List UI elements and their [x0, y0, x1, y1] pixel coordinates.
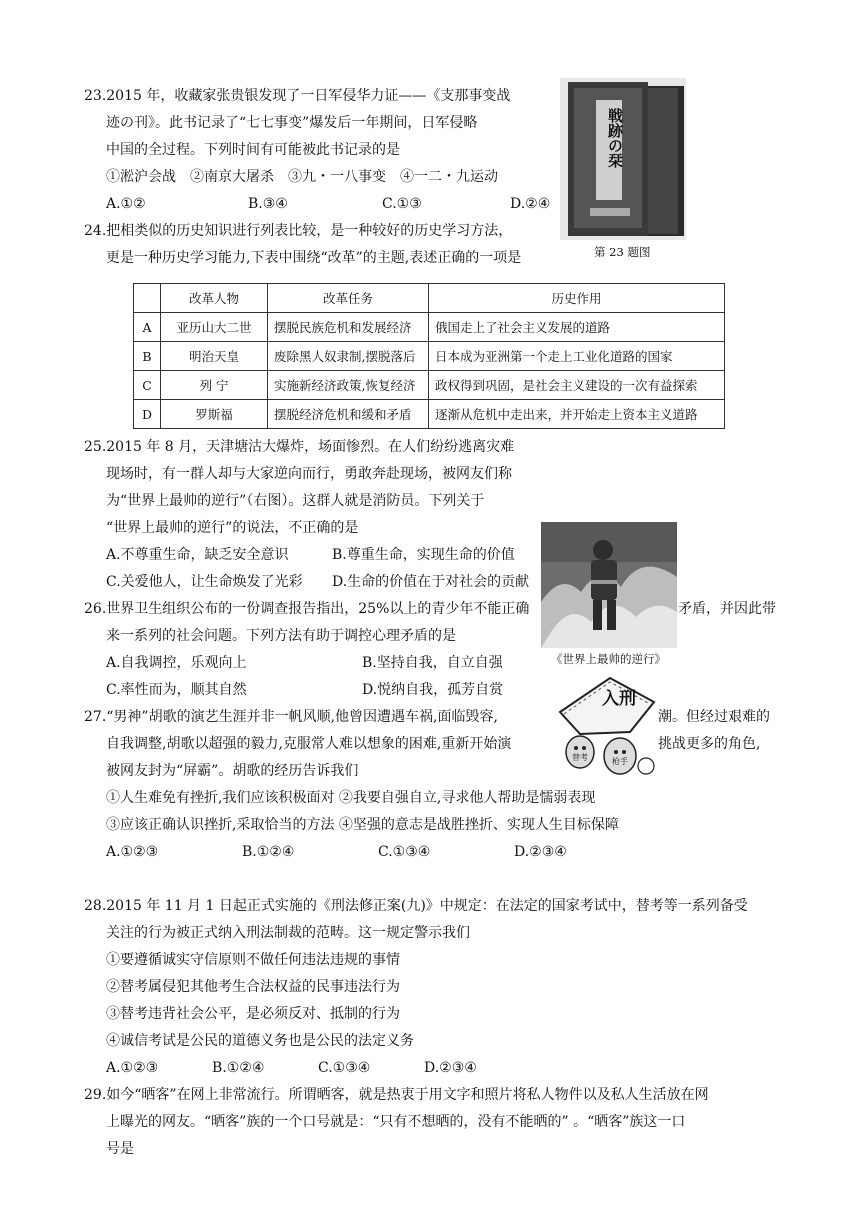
q25-line-2: 现场时，有一群人却与大家逆向而行，勇敢奔赴现场，被网友们称 [106, 466, 512, 482]
reform-table [133, 283, 725, 429]
q26-option-b: B.坚持自我，自立自强 [362, 655, 503, 671]
q23-option-a: A.①② [106, 196, 146, 212]
table-header-cell: 改革任务 [268, 284, 429, 313]
cartoon-tag: 替考 [572, 753, 588, 762]
q25-option-d: D.生命的价值在于对社会的贡献 [332, 574, 530, 590]
table-cell: D [134, 400, 161, 429]
q26-option-c: C.率性而为，顺其自然 [106, 682, 247, 698]
q27-line-3: 被网友封为“屏霸”。胡歌的经历告诉我们 [106, 763, 359, 779]
q25-option-a: A.不尊重生命，缺乏安全意识 [106, 547, 289, 563]
table-header-cell: 历史作用 [429, 284, 725, 313]
q25-line-1: 25.2015 年 8 月，天津塘沽大爆炸，场面惨烈。在人们纷纷逃离灾难 [84, 439, 515, 455]
q25-option-b: B.尊重生命，实现生命的价值 [332, 547, 515, 563]
table-cell: 明治天皇 [161, 342, 268, 371]
q25-line-3: 为“世界上最帅的逆行”（右图）。这群人就是消防员。下列关于 [106, 493, 485, 509]
q27-option-c: C.①③④ [378, 844, 431, 860]
q23-caption: 第 23 题图 [594, 245, 651, 259]
book-title: 戦跡の栞 [606, 108, 624, 168]
q28-option-d: D.②③④ [424, 1060, 477, 1076]
q23-option-b: B.③④ [248, 196, 288, 212]
q25-caption: 《世界上最帅的逆行》 [551, 652, 666, 666]
q24-line-2: 更是一种历史学习能力,下表中围绕“改革”的主题,表述正确的一项是 [106, 250, 522, 266]
q27-statement-1-2: ①人生难免有挫折,我们应该积极面对 ②我要自强自立,寻求他人帮助是懦弱表现 [106, 790, 596, 806]
q25-option-c: C.关爱他人，让生命焕发了光彩 [106, 574, 303, 590]
table-cell: 摆脱民族危机和发展经济 [268, 313, 429, 342]
q28-line-1: 28.2015 年 11 月 1 日起正式实施的《刑法修正案(九)》中规定：在法定的国家考试中，替考等一系列备受 [84, 898, 748, 914]
q28-statement-1: ①要遵循诚实守信原则不做任何违法违规的事情 [106, 952, 400, 968]
q26-line-2: 来一系列的社会问题。下列方法有助于调控心理矛盾的是 [106, 628, 456, 644]
table-cell: 废除黑人奴隶制,摆脱落后 [268, 342, 429, 371]
firefighter-photo [541, 522, 677, 648]
table-row [134, 342, 725, 371]
table-row [134, 371, 725, 400]
table-cell: 政权得到巩固，是社会主义建设的一次有益探索 [429, 371, 725, 400]
q28-option-a: A.①②③ [106, 1060, 159, 1076]
book-photo [560, 78, 686, 240]
q26-line-1b: 矛盾，并因此带 [678, 601, 776, 617]
q28-option-c: C.①③④ [318, 1060, 371, 1076]
q28-statement-3: ③替考违背社会公平，是必须反对、抵制的行为 [106, 1006, 400, 1022]
q25-line-4: “世界上最帅的逆行”的说法，不正确的是 [106, 520, 359, 536]
cartoon-tag: 枪手 [612, 757, 628, 766]
table-cell: 列 宁 [161, 371, 268, 400]
table-cell: 逐渐从危机中走出来，并开始走上资本主义道路 [429, 400, 725, 429]
q27-line-1a: 27.“男神”胡歌的演艺生涯并非一帆风顺,他曾因遭遇车祸,面临毁容, [84, 709, 498, 725]
table-header-cell: 改革人物 [161, 284, 268, 313]
q27-line-2a: 自我调整,胡歌以超强的毅力,克服常人难以想象的困难,重新开始演 [106, 736, 512, 752]
table-cell: C [134, 371, 161, 400]
q23-line-4: ①淞沪会战 ②南京大屠杀 ③九・一八事变 ④一二・九运动 [106, 169, 498, 185]
q28-statement-4: ④诚信考试是公民的道德义务也是公民的法定义务 [106, 1033, 414, 1049]
q27-option-b: B.①②④ [242, 844, 295, 860]
table-cell: 亚历山大二世 [161, 313, 268, 342]
table-cell: A [134, 313, 161, 342]
table-header-cell [134, 284, 161, 313]
q28-option-b: B.①②④ [212, 1060, 265, 1076]
q23-option-d: D.②④ [510, 196, 551, 212]
q24-line-1: 24.把相类似的历史知识进行列表比较，是一种较好的历史学习方法， [84, 223, 513, 239]
q26-option-d: D.悦纳自我，孤芳自赏 [362, 682, 504, 698]
q27-option-d: D.②③④ [514, 844, 567, 860]
q23-option-c: C.①③ [382, 196, 422, 212]
table-cell: 俄国走上了社会主义发展的道路 [429, 313, 725, 342]
table-cell: B [134, 342, 161, 371]
table-row [134, 313, 725, 342]
q27-line-2b: 挑战更多的角色, [658, 736, 761, 752]
cartoon-title: 入刑 [602, 689, 636, 709]
table-cell: 实施新经济政策,恢复经济 [268, 371, 429, 400]
q29-line-1: 29.如今“晒客”在网上非常流行。所谓晒客，就是热衷于用文字和照片将私人物件以及私人生活放在网 [84, 1087, 709, 1103]
q27-line-1b: 潮。但经过艰难的 [658, 709, 770, 725]
exam-cartoon [550, 672, 660, 782]
table-cell: 日本成为亚洲第一个走上工业化道路的国家 [429, 342, 725, 371]
table-header-row [134, 284, 725, 313]
q26-line-1a: 26.世界卫生组织公布的一份调查报告指出，25%以上的青少年不能正确 [84, 601, 530, 617]
q23-line-1: 23.2015 年，收藏家张贵银发现了一日军侵华力证——《支那事变战 [84, 88, 511, 104]
q27-option-a: A.①②③ [106, 844, 159, 860]
q26-option-a: A.自我调控，乐观向上 [106, 655, 247, 671]
q29-line-2: 上曝光的网友。“晒客”族的一个口号就是：“只有不想晒的，没有不能晒的” 。“晒客”族这一口 [106, 1114, 686, 1130]
q27-statement-3-4: ③应该正确认识挫折,采取恰当的方法 ④坚强的意志是战胜挫折、实现人生目标保障 [106, 817, 619, 833]
table-cell: 罗斯福 [161, 400, 268, 429]
table-cell: 摆脱经济危机和缓和矛盾 [268, 400, 429, 429]
q29-line-3: 号是 [106, 1141, 134, 1157]
q23-line-2: 迹の刊》。此书记录了“七七事变”爆发后一年期间，日军侵略 [106, 115, 478, 131]
table-row [134, 400, 725, 429]
q28-statement-2: ②替考属侵犯其他考生合法权益的民事违法行为 [106, 979, 400, 995]
q23-line-3: 中国的全过程。下列时间有可能被此书记录的是 [106, 142, 400, 158]
q28-line-2: 关注的行为被正式纳入刑法制裁的范畴。这一规定警示我们 [106, 925, 470, 941]
